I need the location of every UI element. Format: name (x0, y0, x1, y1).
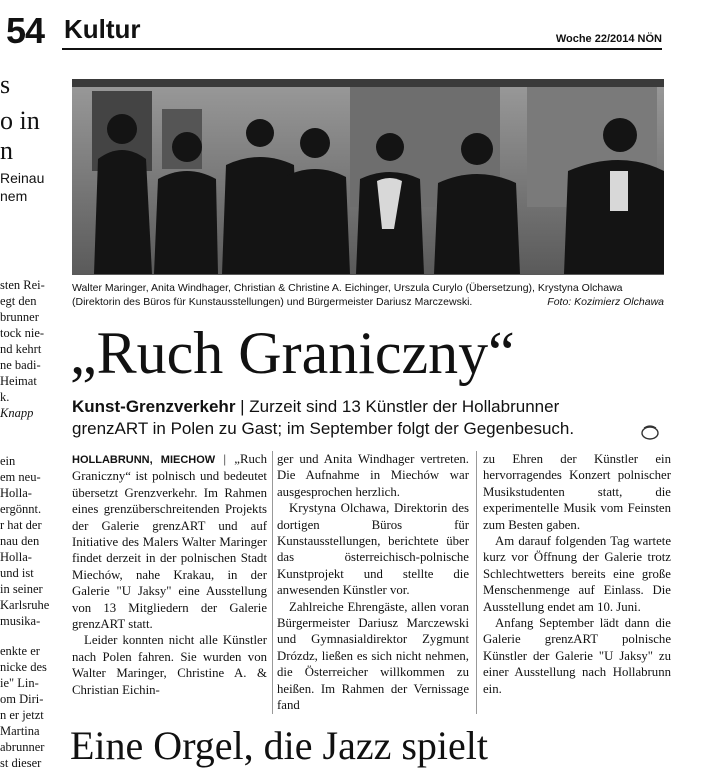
issue-label: Woche 22/2014 NÖN (555, 33, 662, 45)
paragraph: Am darauf folgenden Tag wartete kurz vor Öffnung der Galerie trotz Schlechtwetters bereits eine große Menschenmenge auf Einlass. Die Ausstellung endet am 10. Juni. (483, 534, 671, 614)
page-number: 54 (6, 10, 45, 51)
previous-article-line: s (0, 70, 11, 99)
paragraph: Zahlreiche Ehrengäste, allen voran Bürgermeister Dariusz Marczewski und Gymnasialdirektor Zygmunt Drózdz, ließen es sich nicht nehmen, die Österreicher willkommen zu heißen. Im Rahmen der Vernissage fand (277, 599, 469, 713)
article-deck (72, 396, 622, 440)
previous-article-line: om Diri- (0, 692, 44, 706)
previous-article-line: Holla- (0, 486, 32, 500)
paragraph: zu Ehren der Künstler ein hervorragendes Konzert polnischer Musikstudenten statt, die experimentelle Musik vom Feinsten zum Besten gaben. (483, 452, 671, 532)
previous-article-line: Martina (0, 724, 40, 738)
previous-article-column (0, 70, 60, 770)
paragraph: Krystyna Olchawa, Direktorin des dortigen Büros für Kunstausstellungen, berichtete über das österreichisch-polnische Kunstprojekt und stellte die anwesenden Künstler vor. (277, 501, 469, 598)
column-divider (272, 451, 273, 714)
dateline: HOLLABRUNN, MIECHOW (72, 454, 216, 466)
previous-article-line: nd kehrt (0, 342, 42, 356)
previous-article-line: n er jetzt (0, 708, 44, 722)
deck-kicker: Kunst-Grenzverkehr (72, 397, 236, 416)
previous-article-line: Heimat (0, 374, 37, 388)
previous-article-line: und ist (0, 566, 34, 580)
section-title: Kultur (64, 14, 141, 44)
previous-article-line: Knapp (0, 406, 34, 420)
deck-summary: | Zurzeit sind 13 Künstler der Hollabrunner grenzART in Polen zu Gast; im September folgt der Gegenbesuch. (72, 397, 575, 438)
previous-article-line: nem (0, 188, 28, 204)
header-rule (62, 48, 662, 50)
previous-article-line: st dieser (0, 756, 42, 770)
article-end-icon (640, 422, 660, 442)
previous-article-line: ergönnt. (0, 502, 42, 516)
previous-article-line: tock nie- (0, 326, 45, 340)
previous-article-line: enkte er (0, 644, 40, 658)
previous-article-line: Reinau (0, 170, 45, 186)
previous-article-line: o in (0, 106, 40, 135)
photo-caption (72, 281, 664, 309)
previous-article-line: ie" Lin- (0, 676, 39, 690)
previous-article-line: em neu- (0, 470, 41, 484)
previous-article-line: sten Rei- (0, 278, 45, 292)
previous-article-line: Holla- (0, 550, 32, 564)
previous-article-line: n (0, 136, 13, 165)
paragraph-text: | „Ruch Graniczny“ ist polnisch und bedeutet übersetzt Grenzverkehr. Im Rahmen eines grenzüberschreitenden Projekts der Galerie grenzART und auf Initiative des Malers Walter Maringer findet derzeit in der polnischen Stadt Miechów, nahe Krakau, in der Galerie "U Jaksy" eine Ausstellung von 13 Mitgliedern der Galerie grenzART statt. (72, 452, 267, 632)
previous-article-line: egt den (0, 294, 37, 308)
article-column-1 (72, 451, 267, 698)
photo-credit: Foto: Kozimierz Olchawa (547, 296, 664, 308)
previous-article-line: nicke des (0, 660, 47, 674)
article-headline: „Ruch Graniczny“ (70, 320, 515, 386)
paragraph: ger und Anita Windhager vertreten. Die Aufnahme in Miechów war ausgesprochen herzlich. (277, 452, 469, 499)
group-photo-image (72, 79, 664, 275)
previous-article-line: abrunner (0, 740, 45, 754)
column-divider (476, 451, 477, 714)
paragraph (72, 451, 267, 632)
previous-article-line: in seiner (0, 582, 43, 596)
previous-article-line: nau den (0, 534, 40, 548)
article-column-3 (483, 451, 671, 697)
previous-article-line: Karlsruhe (0, 598, 50, 612)
previous-article-line: ein (0, 454, 16, 468)
previous-article-line: ne badi- (0, 358, 41, 372)
page-header (0, 0, 724, 52)
article-photo (72, 79, 664, 275)
article-column-2 (277, 451, 469, 714)
previous-article-line: brunner (0, 310, 39, 324)
previous-article-line: k. (0, 390, 10, 404)
caption-text: Walter Maringer, Anita Windhager, Christian & Christine A. Eichinger, Urszula Curylo (Übersetzung), Krystyna Olchawa (Direktorin des Büros für Kunstausstellungen) und Bürgermeister Dariusz Marczewski. (72, 282, 623, 308)
previous-article-line: r hat der (0, 518, 42, 532)
previous-article-line: musika- (0, 614, 41, 628)
next-article-headline: Eine Orgel, die Jazz spielt (70, 723, 489, 768)
paragraph: Anfang September lädt dann die Galerie grenzART polnische Künstler der Galerie "U Jaksy" zu einer Ausstellung nach Hollabrunn ein. (483, 616, 671, 696)
paragraph: Leider konnten nicht alle Künstler nach Polen fahren. Sie wurden von Walter Maringer, Christine A. & Christian Eichin- (72, 633, 267, 697)
